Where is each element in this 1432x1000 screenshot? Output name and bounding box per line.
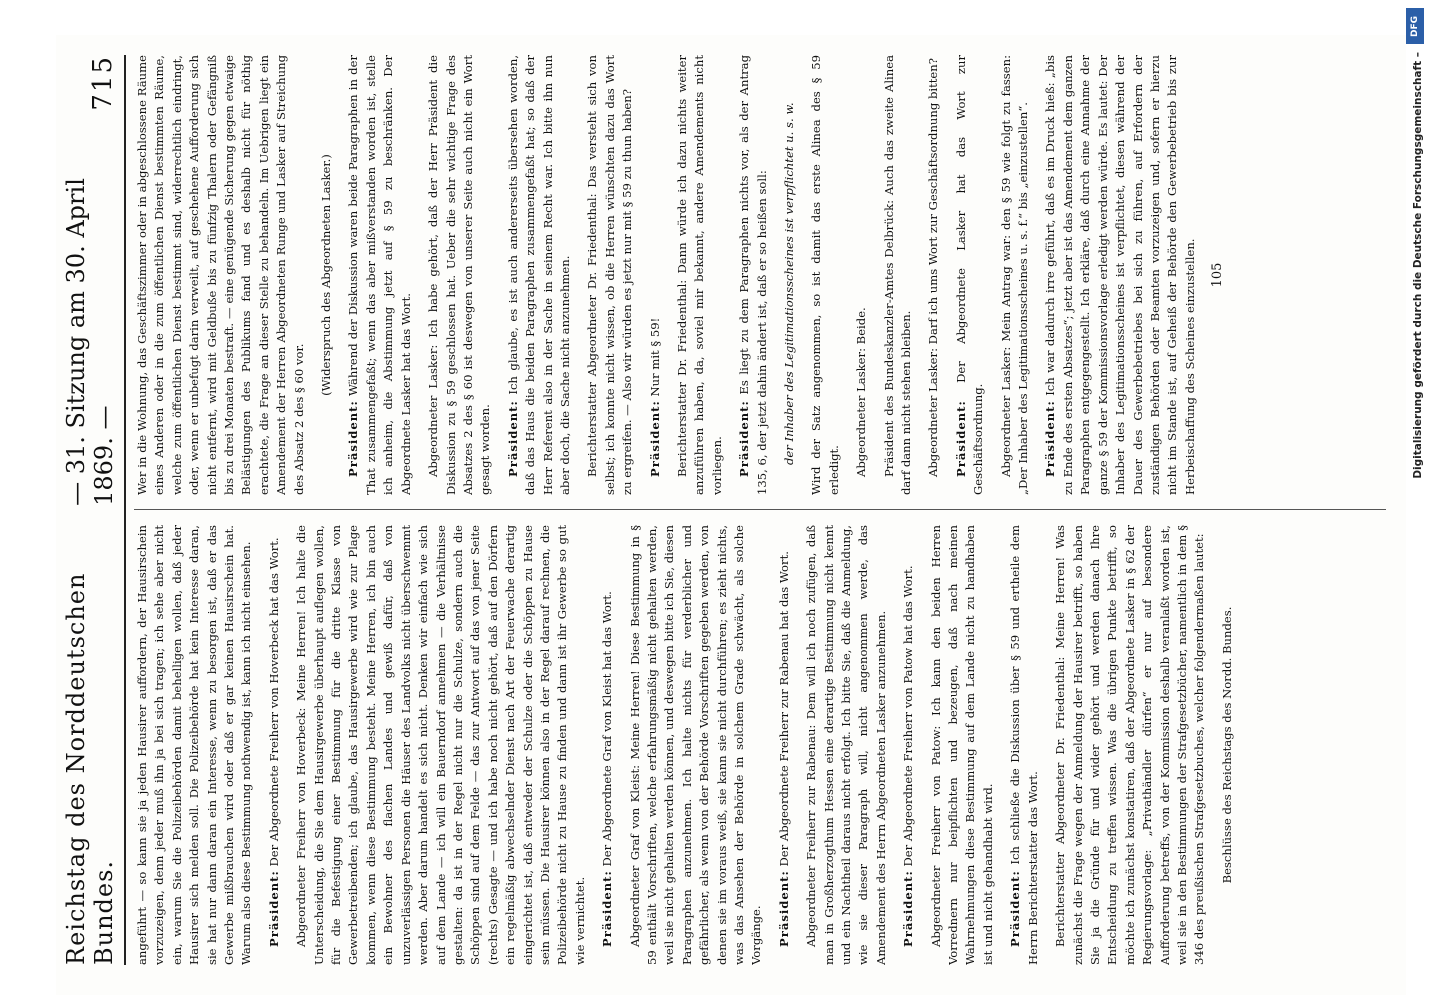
paragraph [900, 525, 917, 965]
page-header [62, 55, 126, 965]
paragraph-text: Der Abgeordnete Freiherr zur Rabenau hat das Wort. [776, 551, 791, 867]
paragraph [808, 55, 843, 495]
running-title: Reichstag des Norddeutschen Bundes. [62, 572, 118, 965]
dfg-credit: Digitalisierung gefördert durch die Deutsche Forschungsgemeinschaft – [1412, 52, 1424, 479]
paragraph-text: Abgeordneter Lasker: Beide. [854, 307, 869, 477]
column-divider [134, 509, 1386, 510]
dfg-logo-icon: DFG [1406, 8, 1424, 44]
paragraph-text: Abgeordneter Lasker: Darf ich ums Wort zur Geschäftsordnung bitten? [926, 58, 941, 477]
page-number: 715 [88, 55, 118, 111]
paragraph-text: Wird der Satz angenommen, so ist damit das erste Alinea des § 59 erledigt. [809, 55, 841, 495]
paragraph-text: Präsident des Bundeskanzler-Amtes Delbrück: Auch das zweite Alinea darf dann nicht stehen bleiben. [881, 55, 914, 495]
paragraph-text: Ich schließe die Diskussion über § 59 und ertheile dem Herrn Berichterstatter das Wort. [1008, 525, 1040, 965]
paragraph-text: Abgeordneter Lasker: Ich habe gehört, daß der Herr Präsident die Diskussion zu § 59 geschlossen hat. Ueber die sehr wichtige Frage des Absatzes 2 des § 60 ist deswegen von unserer Seite auch nicht ein Wort gesagt worden. [426, 55, 493, 495]
speaker-label: Präsident: [505, 400, 520, 477]
speaker-label: Präsident: [953, 400, 968, 477]
speaker-label: Präsident: [600, 870, 615, 947]
paragraph [1007, 525, 1042, 965]
paragraph [776, 525, 793, 965]
paragraph [584, 55, 636, 495]
paragraph [647, 55, 664, 495]
paragraph [928, 525, 998, 965]
paragraph-text: Der Abgeordnete Freiherr von Hoverbeck hat das Wort. [266, 537, 281, 867]
paragraph [627, 525, 766, 965]
speaker-label: Präsident: [737, 400, 752, 477]
paragraph [134, 55, 308, 495]
paragraph [1042, 55, 1199, 495]
speaker-label: Präsident: [1008, 870, 1023, 947]
document-page [56, 35, 1406, 995]
paragraph [318, 55, 335, 495]
paragraph [736, 55, 771, 495]
speaker-label: Präsident: [776, 870, 791, 947]
sheet-number [1209, 55, 1226, 495]
paragraph-text: der Inhaber des Legitimationsscheines ist verpflichtet u. s. w. [782, 102, 796, 465]
paragraph-text: Nur mit § 59! [647, 317, 662, 397]
paragraph-text: Der Abgeordnete Lasker hat das Wort zur Geschäftsordnung. [953, 55, 986, 495]
paragraph [599, 525, 616, 965]
paragraph [266, 525, 283, 965]
paragraph-text: Ich war dadurch irre geführt, daß es im Druck hieß: „bis zu Ende des ersten Absatzes“; jetzt aber ist das Amendement dem ganzen Paragraphen entgegengestellt. Ich erkläre, daß durch eine Annahme der ganze § 59 der Kommissionsvorlage erledigt werden würde. Es lautet: Der Inhaber des Legitimationsscheines ist verpflichtet, diesen während der Dauer des Gewerbebetriebes bei sich zu führen, auf Erfordern der zuständigen Behörden oder Beamten vorzuzeigen und, sofern er hierzu nicht im Stande ist, auf Geheiß der Behörde den Gewerbebetrieb bis zur Herbeischaffung des Scheines einzustellen. [1043, 55, 1197, 495]
paragraph [781, 55, 798, 495]
paragraph [1052, 525, 1209, 965]
speaker-label: Präsident: [1043, 400, 1058, 477]
paragraph-text: Es liegt zu dem Paragraphen nichts vor, als der Antrag 135, 6, der jetzt dahin ändert ist, daß er so heißen soll: [737, 55, 769, 495]
paragraph-text: Beschlüsse des Reichstags des Nordd. Bundes. [1219, 606, 1234, 884]
paragraph-text: 105 [1210, 262, 1226, 288]
paragraph-text: Wer in die Wohnung, das Geschäftszimmer oder in abgeschlossene Räume eines Anderen oder in die zum öffentlichen Dienst bestimmten Räume, welche zum öffentlichen Dienst bestimmt sind, widerrechtlich eindringt, oder, wenn er unbefugt darin verweilt, auf geschehene Aufforderung sich nicht entfernt, wird mit Geldbuße bis zu fünfzig Thalern oder Gefängniß bis zu drei Monaten bestraft. — eine genügende Sicherung gegen etwaige Belästigungen des Publikums fand und es deshalb nicht für nöthig erachtete, die Frage an dieser Stelle zu behandeln. Im Uebrigen liegt ein Amendement der Herren Abgeordneten Runge und Lasker auf Streichung des Absatz 2 des § 60 vor. [135, 55, 306, 495]
paragraph-text: Während der Diskussion waren beide Paragraphen in der That zusammengefaßt; wenn das aber mißverstanden worden ist, stelle ich anheim, die Abstimmung jetzt auf § 59 zu beschränken. Der Abgeordnete Lasker hat das Wort. [346, 55, 413, 495]
paragraph-text: Abgeordneter Freiherr zur Rabenau: Dem will ich noch zufügen, daß man in Großherzogthum Hessen eine derartige Bestimmung nicht kennt und ein Nachtheil daraus nicht erfolgt. Ich bitte Sie, daß die Anmeldung, wie sie dieser Paragraph will, nicht angenommen werde, das Amendement des Herrn Abgeordneten Lasker anzunehmen. [804, 525, 888, 965]
paragraph-text: Abgeordneter Freiherr von Patow: Ich kann den beiden Herren Vorrednern nur beipflichten und bezeugen, daß nach meinen Wahrnehmungen diese Bestimmung auf dem Lande nicht zu handhaben ist und nicht gehandhabt wird. [928, 525, 995, 965]
speaker-label: Präsident: [346, 400, 361, 477]
paragraph [425, 55, 495, 495]
paragraph [134, 525, 256, 965]
paragraph [953, 55, 988, 495]
paragraph [293, 525, 589, 965]
speaker-label: Präsident: [901, 870, 916, 947]
paragraph-text: Abgeordneter Lasker: Mein Antrag war: den § 59 wie folgt zu fassen: „Der Inhaber des Legitimationsscheines u. s. f.“ bis „einzustellen“. [998, 55, 1031, 495]
paragraph [925, 55, 942, 495]
paragraph [881, 55, 916, 495]
paragraph-text: Der Abgeordnete Freiherr von Patow hat das Wort. [901, 565, 916, 867]
paragraph-text: Ich glaube, es ist auch andererseits übersehen worden, daß das Haus die beiden Paragraphen zusammengefaßt hat; so daß der Herr Referent also in der Sache in seinem Recht war. Ich bitte ihn nun aber doch, die Sache nicht anzunehmen. [505, 55, 572, 495]
paragraph-text: Abgeordneter Freiherr von Hoverbeck: Meine Herren! Ich halte die Unterscheidung, die Sie dem Hausirgewerbe überhaupt auflegen wollen, für die Befestigung einer Bestimmung für die dritte Klasse von Gewerbetreibenden; ich glaube, das Hausirgewerbe wird wie zur Plage kommen, wenn diese Bestimmung besteht. Meine Herren, ich bin auch ein Bewohner des flachen Landes und gewiß dafür, daß von unzuverlässigen Personen die Häuser des Landvolks nicht überschwemmt werden. Aber darum handelt es sich nicht. Denken wir einfach wie sich auf dem Lande — ich will ein Bauerndorf annehmen — die Verhältnisse gestalten: da ist in der Regel nicht nur die Schulze, sondern auch die Schöppen sind auf dem Felde — das zur Antwort auf das von jener Seite (rechts) Gesagte — und ich habe noch nicht gehört, daß auf den Dörfern ein regelmäßig abwechselnder Dienst nach Art der Feuerwache derartig eingerichtet ist, daß entweder der Schulze oder die Schöppen zu Hause sein müssen. Die Hausirer können also in der Regel darauf rechnen, die Polizeibehörde nicht zu Hause zu finden und dann ist ihr Gewerbe so gut wie vernichtet. [294, 525, 587, 965]
paragraph-text: angeführt — so kann sie ja jeden Hausirer auffordern, der Hausirschein vorzuzeigen, denn jeder muß ihn ja bei sich tragen; ich sehe aber nicht ein, warum Sie die Polizeibehörden damit behelligen wollen, daß jeder Hausirer sich melden soll. Die Polizeibehörde hat kein Interesse daran, sie hat nur dann daran ein Interesse, wenn zu besorgen ist, daß er das Gewerbe mißbrauchen wird oder daß er gar keinen Hausirschein hat. Warum also diese Bestimmung nothwendig ist, kann ich nicht einsehen. [135, 525, 254, 965]
paragraph-text: Der Abgeordnete Graf von Kleist hat das Wort. [600, 591, 615, 867]
paragraph [505, 55, 575, 495]
paragraph-text: Berichterstatter Abgeordneter Dr. Friedenthal: Das versteht sich von selbst; ich konnte nicht wissen, ob die Herren wünschten dazu das Wort zu ergreifen. — Also wir würden es jetzt nur mit § 59 zu thun haben? [585, 55, 635, 495]
paragraph [853, 55, 870, 495]
session-date: — 31. Sitzung am 30. April 1869. — [62, 178, 118, 506]
paragraph-text: Berichterstatter Dr. Friedenthal: Dann würde ich dazu nichts weiter anzuführen haben, da, soviel mir bekannt, andere Amendements nicht vorliegen. [674, 55, 724, 495]
left-column [134, 525, 1386, 965]
right-column [134, 55, 1386, 495]
paragraph-text: Abgeordneter Graf von Kleist: Meine Herren! Diese Bestimmung in § 59 enthält Vorschriften, welche erfahrungsmäßig nicht gehalten werden, weil sie nicht gehalten werden können, und deswegen bitte ich Sie, diesen Paragraphen anzunehmen. Ich halte nichts für verderblicher und gefährlicher, als wenn von der Behörde Vorschriften gegeben werden, von denen sie im voraus weiß, sie kann sie nicht durchführen; es zieht nichts, was das Ansehen der Behörde in solchem Grade schwächt, als solche Vorgänge. [627, 525, 764, 965]
dfg-sidebar [1398, 0, 1432, 1000]
paragraph-text: Berichterstatter Abgeordneter Dr. Friedenthal: Meine Herren! Was zunächst die Frage wegen der Anmeldung der Hausirer betrifft, so haben Sie ja die Gründe für und wider gehört und werden danach Ihre Entscheidung zu treffen wissen. Was die übrigen Punkte betrifft, so möchte ich zunächst konstatiren, daß der Abgeordnete Lasker in § 62 der Regierungsvorlage: „Privathändler dürfen“ er nur auf besondere Aufforderung betreffs, von der Kommission deshalb veranlaßt worden ist, weil sie in den Bestimmungen der Strafgesetzbücher, namentlich in dem § 346 des preußischen Strafgesetzbuches, welcher folgendermaßen lautet: [1053, 525, 1207, 965]
paragraph [1219, 525, 1236, 965]
speaker-label: Präsident: [266, 870, 281, 947]
paragraph [803, 525, 890, 965]
paragraph [998, 55, 1033, 495]
paragraph [345, 55, 415, 495]
paragraph [674, 55, 726, 495]
speaker-label: Präsident: [647, 400, 662, 477]
paragraph-text: (Widerspruch des Abgeordneten Lasker.) [319, 154, 334, 396]
